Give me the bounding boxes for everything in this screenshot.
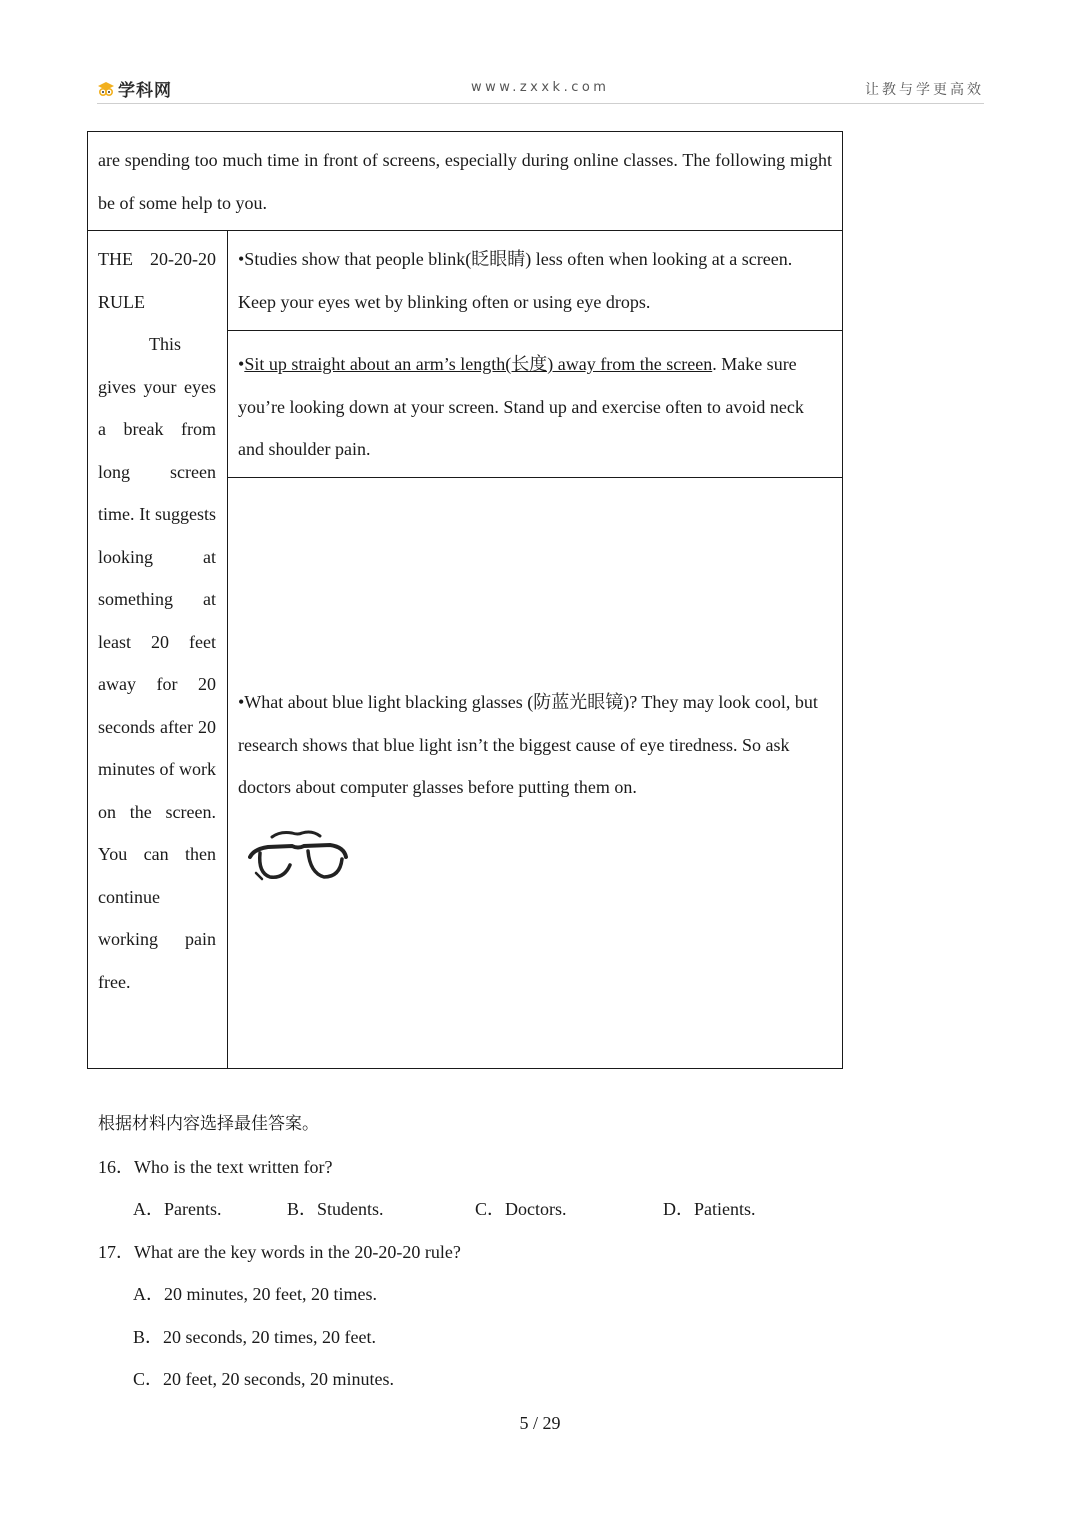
logo-text: 学科网 <box>118 81 172 101</box>
q16-option-a[interactable]: A．Parents. <box>133 1199 222 1219</box>
q16-option-c[interactable]: C．Doctors. <box>475 1199 567 1219</box>
tip-blink: •Studies show that people blink(眨眼睛) less often when looking at a screen. Keep your eyes wet by blinking often or using eye drops. <box>228 231 843 331</box>
tip-bullet: • <box>238 354 245 374</box>
logo-icon <box>97 80 115 98</box>
site-logo <box>97 76 172 101</box>
question-17-stem: 17．What are the key words in the 20-20-20 rule? <box>98 1241 461 1262</box>
q17-option-a[interactable]: A．20 minutes, 20 feet, 20 times. <box>133 1284 377 1304</box>
question-16-options <box>98 1188 858 1231</box>
question-section <box>98 1103 858 1401</box>
tip-posture <box>228 331 843 478</box>
underlined-sentence: Sit up straight about an arm’s length(长度) away from the screen <box>244 354 713 374</box>
glasses-icon <box>248 827 348 893</box>
header-slogan: 让教与学更高效 <box>865 82 984 98</box>
question-16-stem: 16．Who is the text written for? <box>98 1156 333 1177</box>
instruction: 根据材料内容选择最佳答案。 <box>98 1114 319 1134</box>
rule-body-end: free. <box>98 971 131 992</box>
passage-intro: are spending too much time in front of screens, especially during online classes. The following might be of some help to you. <box>88 132 843 231</box>
q16-option-d[interactable]: D．Patients. <box>663 1199 756 1219</box>
rule-column <box>88 231 228 1069</box>
q16-option-b[interactable]: B．Students. <box>287 1199 384 1219</box>
tip-blue-light-text: •What about blue light blacking glasses (防蓝光眼镜)? They may look cool, but research shows that blue light isn’t the biggest cause of eye tiredness. So ask doctors about computer glasses before putting them on. <box>238 692 818 797</box>
reading-passage-table <box>87 131 843 1069</box>
tip-posture-rest: . Make sure you’re looking down at your screen. Stand up and exercise often to avoid neck and shoulder pain. <box>238 354 804 459</box>
q17-option-c[interactable]: C．20 feet, 20 seconds, 20 minutes. <box>133 1369 394 1389</box>
rule-title: THE 20-20-20 RULE <box>98 249 216 312</box>
page-header <box>97 76 984 104</box>
page-indicator: 5 / 29 <box>519 1413 561 1433</box>
q17-option-b[interactable]: B．20 seconds, 20 times, 20 feet. <box>133 1326 376 1347</box>
tip-blue-light <box>228 478 843 1069</box>
rule-body: This gives your eyes a break from long screen time. It suggests looking at something at least 20 feet away for 20 seconds after 20 minutes of work on the screen. You can then continue working pain <box>98 334 216 949</box>
site-url: www.zxxk.com <box>471 80 610 95</box>
